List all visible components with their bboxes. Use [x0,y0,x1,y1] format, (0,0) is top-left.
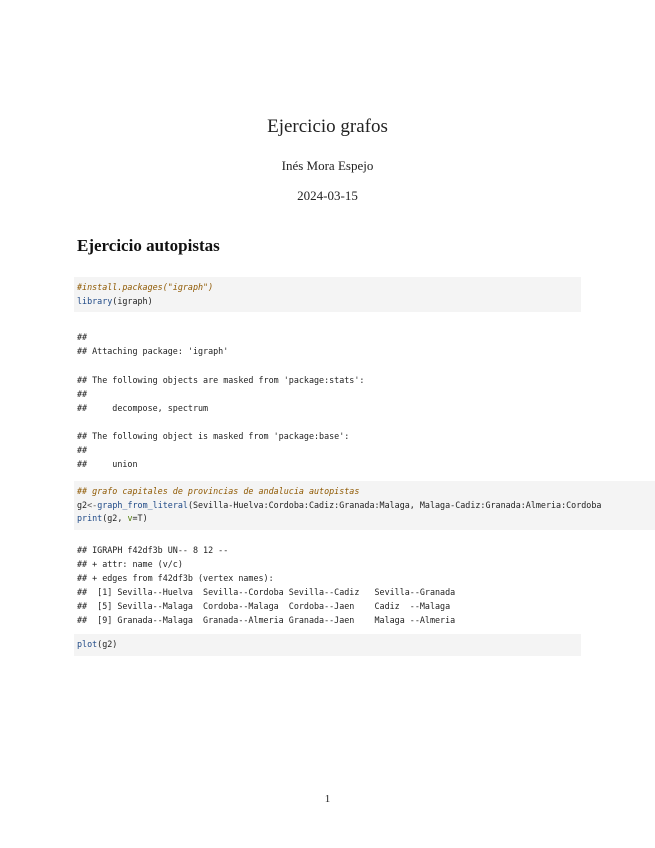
code-chunk-install [74,277,581,312]
output-masked-base [77,430,349,472]
output-line: ## Attaching package: 'igraph' [77,345,229,356]
document-date: 2024-03-15 [297,188,358,203]
output-attaching [77,331,228,359]
section-heading: Ejercicio autopistas [77,236,220,255]
code-chunk-plot [74,634,581,656]
code-function: print [77,513,103,523]
code-function: library [77,295,113,306]
document-author: Inés Mora Espejo [281,158,374,173]
code-args: (igraph) [112,295,153,306]
code-variable: g2 [77,499,88,510]
code-args: (g2, [102,513,128,523]
output-line: ## [77,444,88,455]
code-comment: ## grafo capitales de provincias de andalucia autopistas [77,486,360,496]
code-assign-operator: <- [87,499,98,510]
output-line: ## [1] Sevilla--Huelva Sevilla--Cordoba Sevilla--Cadiz Sevilla--Granada [77,586,456,597]
output-line: ## IGRAPH f42df3b UN-- 8 12 -- [77,545,229,555]
page-number: 1 [324,793,331,805]
output-line: ## The following object is masked from 'package:base': [77,431,350,441]
code-arg-name: v [127,513,133,523]
output-line: ## [9] Granada--Malaga Granada--Almeria Granada--Jaen Malaga --Almeria [77,614,456,625]
output-line: ## [77,332,88,342]
output-line: ## [77,388,88,399]
output-line: ## + attr: name (v/c) [77,558,183,569]
output-line: ## + edges from f42df3b (vertex names): [77,572,274,583]
output-igraph-summary [77,544,455,627]
code-args: (g2) [97,639,118,649]
output-line: ## decompose, spectrum [77,402,209,413]
output-line: ## The following objects are masked from 'package:stats': [77,375,365,385]
code-comment: #install.packages("igraph") [77,282,214,292]
code-function: plot [77,639,98,649]
code-function: graph_from_literal [97,499,188,510]
output-line: ## union [77,458,138,469]
document-title: Ejercicio grafos [267,116,388,137]
code-chunk-graph [74,481,655,530]
output-masked-stats [77,374,364,416]
code-args: =T) [132,513,148,523]
code-args: (Sevilla-Huelva:Cordoba:Cadiz:Granada:Malaga, Malaga-Cadiz:Granada:Almeria:Cordoba [187,499,602,510]
output-line: ## [5] Sevilla--Malaga Cordoba--Malaga Cordoba--Jaen Cadiz --Malaga [77,600,451,611]
